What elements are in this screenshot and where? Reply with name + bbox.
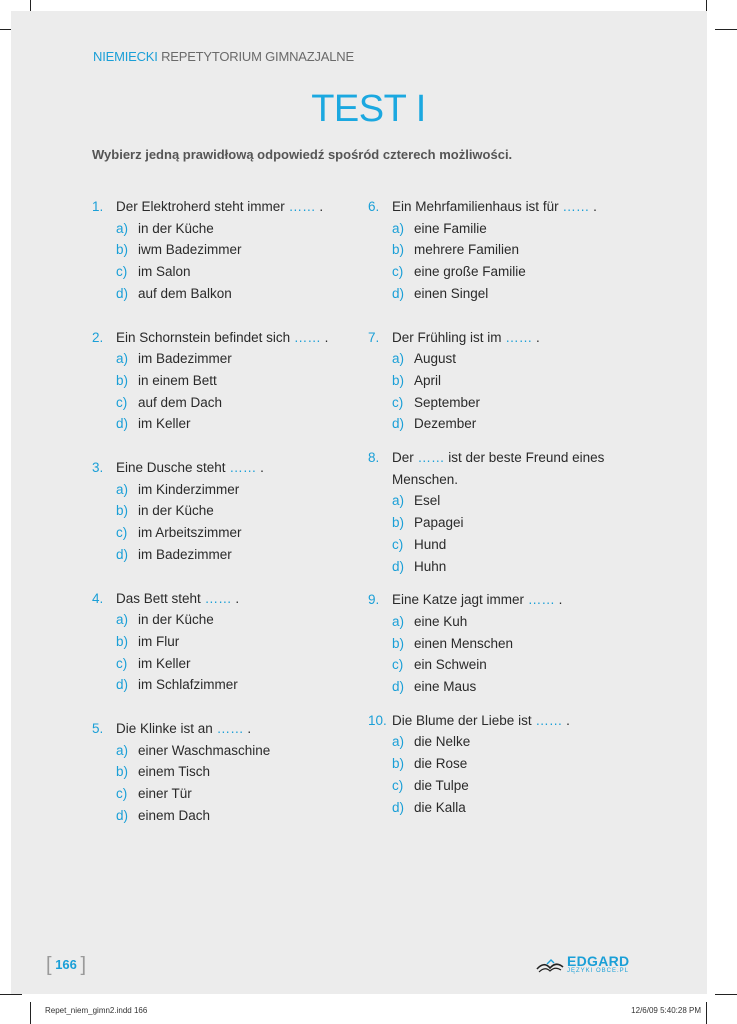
answer-blank: …… <box>204 590 232 606</box>
page-number-value: 166 <box>55 957 77 972</box>
option-text: die Tulpe <box>414 777 469 793</box>
option-letter: b) <box>116 503 129 519</box>
option-letter: d) <box>392 416 405 432</box>
question-text-end: . <box>231 590 240 606</box>
option-letter: a) <box>116 351 129 367</box>
question-text-end: . <box>532 329 540 345</box>
option-letter: d) <box>116 677 129 693</box>
answer-option <box>92 522 352 544</box>
question-text-end: . <box>315 199 324 214</box>
question-number: 8. <box>368 450 380 466</box>
edgard-logo <box>535 953 630 979</box>
question-text: Der <box>392 450 414 466</box>
option-letter: c) <box>116 786 128 802</box>
answer-option <box>368 797 628 819</box>
question-number: 9. <box>368 592 380 608</box>
option-letter: a) <box>116 220 129 236</box>
question-text: Eine Dusche steht <box>116 460 226 476</box>
option-text: die Nelke <box>414 734 471 750</box>
option-letter: b) <box>392 756 405 772</box>
option-letter: b) <box>116 242 129 258</box>
question-text-end: . <box>589 199 597 214</box>
option-letter: b) <box>392 372 405 388</box>
question-number: 5. <box>92 721 104 737</box>
option-text: eine Maus <box>414 679 477 695</box>
question-text-end: ist der beste Freund eines Menschen. <box>392 450 609 487</box>
crop-mark <box>715 994 737 995</box>
question-item <box>92 196 352 305</box>
question-number: 6. <box>368 199 380 214</box>
answer-option <box>368 261 628 283</box>
crop-mark <box>0 994 22 995</box>
option-letter: d) <box>392 679 405 695</box>
answer-option <box>92 674 352 696</box>
option-text: einer Tür <box>138 786 192 802</box>
question-text: Eine Katze jagt immer <box>392 592 525 608</box>
answer-option <box>92 348 352 370</box>
question-number: 1. <box>92 199 104 214</box>
option-letter: a) <box>392 493 405 509</box>
answer-option <box>92 413 352 435</box>
option-letter: d) <box>392 285 405 301</box>
question-stem <box>368 710 628 732</box>
option-letter: d) <box>116 807 129 823</box>
option-letter: c) <box>392 536 404 552</box>
option-text: im Keller <box>138 416 191 432</box>
book-logo-icon <box>535 955 565 977</box>
option-text: einer Waschmaschine <box>138 742 271 758</box>
answer-option <box>368 775 628 797</box>
option-text: im Kinderzimmer <box>138 481 240 497</box>
option-text: in der Küche <box>138 220 214 236</box>
footer-timestamp: 12/6/09 5:40:28 PM <box>631 1006 701 1015</box>
option-text: im Badezimmer <box>138 546 232 562</box>
page-number-bracket-open: [ <box>46 954 52 976</box>
answer-option <box>92 479 352 501</box>
questions-column-right <box>368 196 628 818</box>
crop-mark <box>715 29 737 30</box>
option-text: eine Familie <box>414 220 487 236</box>
option-text: im Salon <box>138 264 191 280</box>
answer-option <box>92 392 352 414</box>
question-item <box>92 718 352 827</box>
question-item <box>368 196 628 305</box>
question-number: 4. <box>92 590 104 606</box>
option-text: im Keller <box>138 655 191 671</box>
question-text-end: . <box>320 329 329 345</box>
answer-option <box>92 370 352 392</box>
answer-option <box>368 633 628 655</box>
option-text: iwm Badezimmer <box>138 242 242 258</box>
page-title: TEST I <box>311 88 426 130</box>
question-number: 10. <box>368 712 387 728</box>
question-stem <box>92 196 352 218</box>
answer-option <box>368 731 628 753</box>
option-text: April <box>414 372 442 388</box>
option-letter: d) <box>116 416 129 432</box>
question-item <box>368 710 628 819</box>
question-item <box>368 327 628 436</box>
answer-option <box>92 544 352 566</box>
option-text: ein Schwein <box>414 657 487 673</box>
option-text: einen Menschen <box>414 635 514 651</box>
option-letter: d) <box>116 546 129 562</box>
question-number: 2. <box>92 329 104 345</box>
questions-column-left <box>92 196 352 827</box>
question-text-end: . <box>554 592 563 608</box>
question-item <box>368 589 628 698</box>
answer-option <box>92 609 352 631</box>
option-text: im Badezimmer <box>138 351 232 367</box>
question-text: Die Blume der Liebe ist <box>392 712 532 728</box>
answer-option <box>368 239 628 261</box>
option-text: einen Singel <box>414 285 489 301</box>
answer-option <box>92 261 352 283</box>
logo-name: EDGARD <box>567 953 630 969</box>
question-stem <box>92 588 352 610</box>
option-letter: a) <box>116 481 129 497</box>
answer-option <box>92 283 352 305</box>
question-stem <box>368 327 628 349</box>
option-text: im Schlafzimmer <box>138 677 238 693</box>
answer-option <box>368 392 628 414</box>
page-number-bracket-close: ] <box>80 954 87 976</box>
question-stem <box>368 447 628 490</box>
answer-blank: …… <box>288 199 316 214</box>
option-letter: a) <box>116 612 129 628</box>
answer-option <box>92 653 352 675</box>
question-text-end: . <box>562 712 570 728</box>
option-letter: a) <box>392 351 405 367</box>
option-letter: a) <box>392 613 405 629</box>
question-text: Die Klinke ist an <box>116 721 213 737</box>
option-text: Esel <box>414 493 441 509</box>
question-stem <box>92 327 352 349</box>
answer-blank: …… <box>505 329 533 345</box>
answer-option <box>368 676 628 698</box>
option-text: Hund <box>414 536 447 552</box>
answer-blank: …… <box>562 199 590 214</box>
question-stem <box>92 457 352 479</box>
answer-blank: …… <box>229 460 257 476</box>
crop-mark <box>30 1002 31 1024</box>
answer-option <box>368 490 628 512</box>
running-header <box>93 49 354 64</box>
option-text: in einem Bett <box>138 372 217 388</box>
option-letter: b) <box>116 633 129 649</box>
answer-option <box>368 753 628 775</box>
question-text-end: . <box>256 460 264 476</box>
logo-subtitle: JĘZYKI OBCE.PL <box>567 968 630 974</box>
option-letter: d) <box>116 285 129 301</box>
answer-option <box>92 631 352 653</box>
question-text: Der Elektroherd steht immer <box>116 199 285 214</box>
question-stem <box>368 196 628 218</box>
answer-blank: …… <box>216 721 244 737</box>
answer-option <box>368 218 628 240</box>
option-text: eine große Familie <box>414 264 526 280</box>
answer-option <box>368 512 628 534</box>
question-number: 7. <box>368 329 380 345</box>
answer-option <box>368 283 628 305</box>
question-text: Der Frühling ist im <box>392 329 502 345</box>
answer-blank: …… <box>535 712 563 728</box>
option-text: in der Küche <box>138 503 214 519</box>
option-text: einem Tisch <box>138 764 211 780</box>
crop-mark <box>706 1002 707 1024</box>
answer-option <box>92 239 352 261</box>
option-letter: d) <box>392 799 405 815</box>
answer-blank: …… <box>417 450 445 466</box>
answer-option <box>92 805 352 827</box>
option-letter: c) <box>392 777 404 793</box>
option-letter: c) <box>392 657 404 673</box>
question-item <box>92 588 352 697</box>
option-letter: c) <box>392 264 404 280</box>
question-text: Ein Schornstein befindet sich <box>116 329 291 345</box>
option-letter: b) <box>116 764 129 780</box>
answer-blank: …… <box>293 329 321 345</box>
question-text: Das Bett steht <box>116 590 201 606</box>
option-text: die Kalla <box>414 799 466 815</box>
answer-option <box>368 534 628 556</box>
answer-option <box>92 218 352 240</box>
answer-blank: …… <box>527 592 555 608</box>
answer-option <box>92 740 352 762</box>
option-letter: a) <box>392 220 405 236</box>
option-text: September <box>414 394 481 410</box>
option-text: im Flur <box>138 633 180 649</box>
question-item <box>92 457 352 566</box>
question-number: 3. <box>92 460 104 476</box>
answer-option <box>368 413 628 435</box>
option-letter: b) <box>392 242 405 258</box>
option-text: auf dem Dach <box>138 394 223 410</box>
option-text: eine Kuh <box>414 613 468 629</box>
option-letter: a) <box>392 734 405 750</box>
answer-option <box>92 761 352 783</box>
question-item <box>92 327 352 436</box>
answer-option <box>92 783 352 805</box>
option-letter: b) <box>392 635 405 651</box>
option-text: mehrere Familien <box>414 242 520 258</box>
option-text: August <box>414 351 457 367</box>
answer-option <box>368 654 628 676</box>
option-text: auf dem Balkon <box>138 285 232 301</box>
option-text: Dezember <box>414 416 477 432</box>
option-letter: c) <box>116 264 128 280</box>
option-letter: d) <box>392 558 405 574</box>
header-subtitle: REPETYTORIUM GIMNAZJALNE <box>161 49 354 64</box>
option-letter: c) <box>116 655 128 671</box>
question-item <box>368 447 628 577</box>
option-letter: b) <box>392 515 405 531</box>
page-number <box>46 954 86 977</box>
option-letter: c) <box>116 525 128 541</box>
question-text-end: . <box>243 721 252 737</box>
option-letter: c) <box>116 394 128 410</box>
header-brand: NIEMIECKI <box>93 49 158 64</box>
answer-option <box>368 556 628 578</box>
option-text: im Arbeitszimmer <box>138 525 242 541</box>
option-text: Papagei <box>414 515 464 531</box>
option-text: einem Dach <box>138 807 211 823</box>
question-stem <box>368 589 628 611</box>
footer-filename: Repet_niem_gimn2.indd 166 <box>45 1006 148 1015</box>
answer-option <box>368 348 628 370</box>
option-text: die Rose <box>414 756 468 772</box>
question-stem <box>92 718 352 740</box>
answer-option <box>92 500 352 522</box>
question-text: Ein Mehrfamilienhaus ist für <box>392 199 559 214</box>
option-letter: a) <box>116 742 129 758</box>
answer-option <box>368 611 628 633</box>
instruction-text: Wybierz jedną prawidłową odpowiedź spośród czterech możliwości. <box>92 147 513 162</box>
option-letter: b) <box>116 372 129 388</box>
option-text: Huhn <box>414 558 447 574</box>
option-letter: c) <box>392 394 404 410</box>
option-text: in der Küche <box>138 612 214 628</box>
answer-option <box>368 370 628 392</box>
